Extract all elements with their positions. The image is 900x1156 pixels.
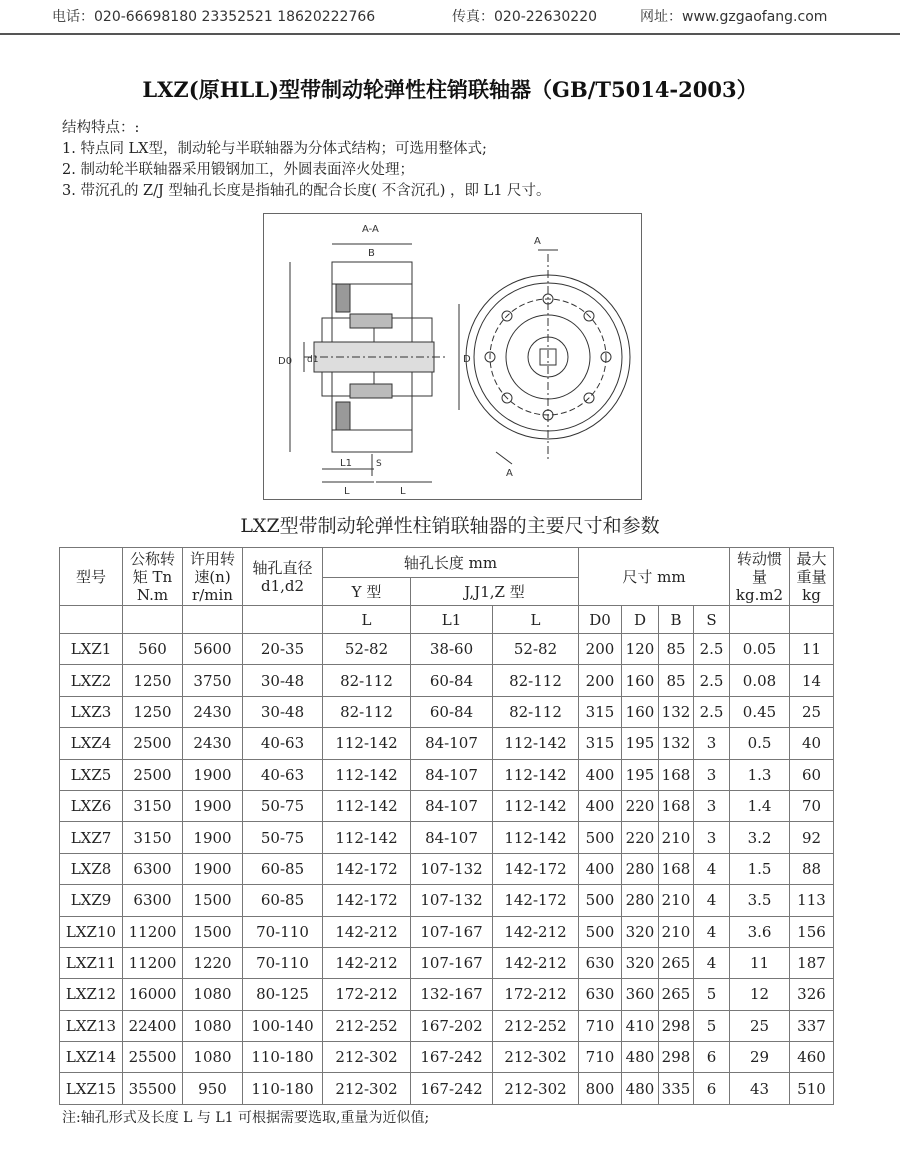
cell-model: LXZ3 [60, 696, 123, 727]
cell-l1: 107-167 [411, 947, 493, 978]
cell-d0: 200 [579, 665, 622, 696]
header-divider [0, 33, 900, 35]
cell-bore: 50-75 [243, 822, 323, 853]
cell-model: LXZ2 [60, 665, 123, 696]
cell-b: 210 [659, 916, 694, 947]
header-l-j: L [493, 606, 579, 634]
coupling-drawing-svg [264, 214, 641, 499]
cell-l-y: 82-112 [323, 665, 411, 696]
cell-torque: 22400 [123, 1010, 183, 1041]
cell-torque: 3150 [123, 790, 183, 821]
cell-bore: 30-48 [243, 665, 323, 696]
header-y-type: Y 型 [323, 578, 411, 606]
header-bore-label: 轴孔直径 [252, 558, 313, 577]
cell-weight: 70 [790, 790, 834, 821]
cell-l1: 84-107 [411, 822, 493, 853]
header-length-group: 轴孔长度 mm [323, 548, 579, 578]
header-blank-model [60, 606, 123, 634]
cell-bore: 20-35 [243, 634, 323, 665]
header-l-y: L [323, 606, 411, 634]
table-header-row-1 [60, 548, 834, 578]
cell-l-y: 142-172 [323, 853, 411, 884]
header-l1: L1 [411, 606, 493, 634]
page-title: LXZ(原HLL)型带制动轮弹性柱销联轴器（GB/T5014-2003） [142, 77, 758, 102]
cell-weight: 14 [790, 665, 834, 696]
cell-bore: 100-140 [243, 1010, 323, 1041]
header-model: 型号 [60, 548, 123, 606]
cell-l-j: 172-212 [493, 979, 579, 1010]
cell-d: 320 [622, 947, 659, 978]
cell-l-y: 82-112 [323, 696, 411, 727]
cell-model: LXZ13 [60, 1010, 123, 1041]
cell-d: 195 [622, 759, 659, 790]
cell-inertia: 3.2 [730, 822, 790, 853]
cell-weight: 25 [790, 696, 834, 727]
cell-l1: 167-242 [411, 1073, 493, 1104]
header-bore [243, 548, 323, 606]
label-l1: L1 [340, 458, 352, 469]
cell-weight: 326 [790, 979, 834, 1010]
table-title: LXZ型带制动轮弹性柱销联轴器的主要尺寸和参数 [240, 515, 660, 537]
cell-s: 4 [694, 947, 730, 978]
cell-l-j: 112-142 [493, 728, 579, 759]
cell-b: 298 [659, 1042, 694, 1073]
cell-d0: 500 [579, 885, 622, 916]
cell-l1: 167-202 [411, 1010, 493, 1041]
drum-web-bottom [336, 402, 350, 430]
header-torque-label: 公称转矩 Tn [129, 549, 175, 586]
cell-inertia: 0.5 [730, 728, 790, 759]
cell-l1: 38-60 [411, 634, 493, 665]
cell-l-j: 212-252 [493, 1010, 579, 1041]
header-weight-label: 最大重量 [796, 549, 827, 586]
cell-l-j: 142-172 [493, 853, 579, 884]
features-block [62, 118, 551, 202]
cell-inertia: 25 [730, 1010, 790, 1041]
cell-bore: 80-125 [243, 979, 323, 1010]
header-blank-speed [183, 606, 243, 634]
cell-speed: 2430 [183, 728, 243, 759]
cell-b: 265 [659, 979, 694, 1010]
cell-s: 2.5 [694, 696, 730, 727]
cell-bore: 30-48 [243, 696, 323, 727]
cell-weight: 156 [790, 916, 834, 947]
cell-d0: 400 [579, 790, 622, 821]
cell-d: 280 [622, 853, 659, 884]
cell-torque: 35500 [123, 1073, 183, 1104]
label-l: L [400, 486, 406, 497]
cell-bore: 50-75 [243, 790, 323, 821]
header-weight [790, 548, 834, 606]
cell-torque: 560 [123, 634, 183, 665]
header-blank-bore [243, 606, 323, 634]
cell-torque: 6300 [123, 885, 183, 916]
cell-inertia: 11 [730, 947, 790, 978]
cell-bore: 110-180 [243, 1073, 323, 1104]
cell-model: LXZ4 [60, 728, 123, 759]
table-row [60, 790, 834, 821]
cell-torque: 2500 [123, 759, 183, 790]
cell-s: 3 [694, 759, 730, 790]
cell-speed: 3750 [183, 665, 243, 696]
label-section: A-A [362, 224, 379, 235]
label-d1: d1 [307, 355, 319, 365]
fax-text: 传真：020-22630220 [452, 9, 598, 25]
cell-l1: 107-132 [411, 853, 493, 884]
table-row [60, 1042, 834, 1073]
cell-s: 6 [694, 1042, 730, 1073]
table-row [60, 1010, 834, 1041]
cell-model: LXZ15 [60, 1073, 123, 1104]
cell-d0: 630 [579, 979, 622, 1010]
cell-d0: 400 [579, 759, 622, 790]
table-row [60, 728, 834, 759]
cell-d: 410 [622, 1010, 659, 1041]
cell-speed: 1900 [183, 853, 243, 884]
cell-l1: 132-167 [411, 979, 493, 1010]
cell-speed: 1900 [183, 822, 243, 853]
cell-l-j: 82-112 [493, 665, 579, 696]
cell-weight: 510 [790, 1073, 834, 1104]
cell-l-j: 142-172 [493, 885, 579, 916]
label-arrow-bottom: A [506, 468, 513, 479]
cell-l-y: 52-82 [323, 634, 411, 665]
cell-bore: 40-63 [243, 728, 323, 759]
cell-l1: 107-132 [411, 885, 493, 916]
table-row [60, 947, 834, 978]
header-weight-unit: kg [802, 585, 821, 604]
table-header-row-3 [60, 606, 834, 634]
cell-torque: 11200 [123, 947, 183, 978]
phone-text: 电话：020-66698180 23352521 18620222766 [52, 9, 376, 25]
header-inertia-unit: kg.m2 [735, 585, 784, 604]
cell-l1: 60-84 [411, 696, 493, 727]
cell-weight: 187 [790, 947, 834, 978]
cell-d0: 500 [579, 916, 622, 947]
cell-l-y: 142-172 [323, 885, 411, 916]
cell-b: 335 [659, 1073, 694, 1104]
cell-bore: 60-85 [243, 853, 323, 884]
cell-model: LXZ11 [60, 947, 123, 978]
cell-d: 480 [622, 1042, 659, 1073]
header-s: S [694, 606, 730, 634]
header-blank-torque [123, 606, 183, 634]
cell-l-y: 112-142 [323, 728, 411, 759]
cell-l-j: 112-142 [493, 759, 579, 790]
cell-b: 168 [659, 759, 694, 790]
cell-inertia: 1.4 [730, 790, 790, 821]
cell-inertia: 1.3 [730, 759, 790, 790]
cell-l1: 107-167 [411, 916, 493, 947]
cell-l-y: 212-302 [323, 1073, 411, 1104]
cell-torque: 25500 [123, 1042, 183, 1073]
cell-l-y: 142-212 [323, 947, 411, 978]
cell-d0: 800 [579, 1073, 622, 1104]
coupling-drawing [263, 213, 642, 500]
cell-b: 210 [659, 885, 694, 916]
cell-bore: 110-180 [243, 1042, 323, 1073]
cell-model: LXZ14 [60, 1042, 123, 1073]
website-text: 网址：www.gzgaofang.com [640, 9, 828, 25]
cell-speed: 1220 [183, 947, 243, 978]
cell-d0: 400 [579, 853, 622, 884]
header-blank-weight [790, 606, 834, 634]
cell-s: 6 [694, 1073, 730, 1104]
table-row [60, 853, 834, 884]
table-row [60, 1073, 834, 1104]
feature-item-3: 3. 带沉孔的 Z/J 型轴孔长度是指轴孔的配合长度( 不含沉孔) ，即 L1 尺寸。 [62, 183, 551, 199]
label-d0: D0 [278, 356, 293, 367]
cell-inertia: 0.05 [730, 634, 790, 665]
cell-weight: 40 [790, 728, 834, 759]
cell-speed: 1080 [183, 1010, 243, 1041]
label-s: S [376, 459, 382, 469]
cell-d: 320 [622, 916, 659, 947]
table-row [60, 885, 834, 916]
header-bore-sub: d1,d2 [260, 576, 305, 595]
header-speed [183, 548, 243, 606]
cell-s: 3 [694, 822, 730, 853]
contact-header [0, 0, 900, 32]
cell-l1: 60-84 [411, 665, 493, 696]
cell-weight: 337 [790, 1010, 834, 1041]
header-torque [123, 548, 183, 606]
cell-b: 132 [659, 696, 694, 727]
cell-inertia: 12 [730, 979, 790, 1010]
cell-d: 480 [622, 1073, 659, 1104]
cell-l-j: 112-142 [493, 790, 579, 821]
footnote: 注:轴孔形式及长度 L 与 L1 可根据需要选取,重量为近似值; [62, 1110, 430, 1126]
cell-l1: 167-242 [411, 1042, 493, 1073]
table-row [60, 822, 834, 853]
features-heading: 结构特点：: [62, 120, 140, 136]
feature-item-1: 1. 特点同 LX型，制动轮与半联轴器为分体式结构；可选用整体式; [62, 141, 487, 157]
header-torque-unit: N.m [136, 585, 169, 604]
cell-bore: 60-85 [243, 885, 323, 916]
cell-speed: 1080 [183, 979, 243, 1010]
cell-speed: 1900 [183, 790, 243, 821]
cell-weight: 88 [790, 853, 834, 884]
cell-torque: 11200 [123, 916, 183, 947]
header-blank-inertia [730, 606, 790, 634]
cell-bore: 70-110 [243, 916, 323, 947]
cell-weight: 60 [790, 759, 834, 790]
table-row [60, 916, 834, 947]
cell-torque: 16000 [123, 979, 183, 1010]
label-b: B [368, 248, 375, 259]
header-b: B [659, 606, 694, 634]
cell-l-y: 142-212 [323, 916, 411, 947]
cell-l1: 84-107 [411, 790, 493, 821]
cell-b: 298 [659, 1010, 694, 1041]
cell-s: 2.5 [694, 634, 730, 665]
cell-speed: 1900 [183, 759, 243, 790]
cell-speed: 2430 [183, 696, 243, 727]
cell-d0: 630 [579, 947, 622, 978]
cell-weight: 460 [790, 1042, 834, 1073]
cell-weight: 92 [790, 822, 834, 853]
cell-d0: 710 [579, 1042, 622, 1073]
cell-inertia: 3.5 [730, 885, 790, 916]
cell-l-j: 52-82 [493, 634, 579, 665]
cell-model: LXZ8 [60, 853, 123, 884]
cell-speed: 1500 [183, 885, 243, 916]
cell-model: LXZ7 [60, 822, 123, 853]
cell-s: 4 [694, 885, 730, 916]
header-speed-unit: r/min [192, 585, 233, 604]
cell-l-j: 112-142 [493, 822, 579, 853]
cell-d0: 315 [579, 728, 622, 759]
cell-torque: 1250 [123, 696, 183, 727]
cell-s: 4 [694, 853, 730, 884]
header-jz-type: J,J1,Z 型 [411, 578, 579, 606]
cell-d: 195 [622, 728, 659, 759]
arrow-bottom-line [496, 452, 512, 464]
table-row [60, 634, 834, 665]
cell-s: 3 [694, 728, 730, 759]
cell-s: 5 [694, 979, 730, 1010]
cell-d0: 500 [579, 822, 622, 853]
cell-l-y: 212-252 [323, 1010, 411, 1041]
header-speed-label: 许用转速(n) [189, 549, 235, 586]
cell-b: 168 [659, 790, 694, 821]
cell-torque: 1250 [123, 665, 183, 696]
cell-d: 360 [622, 979, 659, 1010]
cell-l-y: 172-212 [323, 979, 411, 1010]
cell-inertia: 29 [730, 1042, 790, 1073]
cell-s: 3 [694, 790, 730, 821]
cell-speed: 5600 [183, 634, 243, 665]
cell-b: 132 [659, 728, 694, 759]
cell-l1: 84-107 [411, 728, 493, 759]
header-inertia-label: 转动惯量 [736, 549, 782, 586]
cell-s: 4 [694, 916, 730, 947]
cell-d0: 200 [579, 634, 622, 665]
cell-d: 220 [622, 790, 659, 821]
cell-speed: 950 [183, 1073, 243, 1104]
cell-model: LXZ6 [60, 790, 123, 821]
cell-b: 85 [659, 634, 694, 665]
header-d0: D0 [579, 606, 622, 634]
pin-bottom [350, 384, 392, 398]
cell-d0: 710 [579, 1010, 622, 1041]
cell-b: 168 [659, 853, 694, 884]
cell-model: LXZ9 [60, 885, 123, 916]
cell-d: 280 [622, 885, 659, 916]
header-inertia [730, 548, 790, 606]
header-d: D [622, 606, 659, 634]
label-d: D [463, 354, 471, 365]
table-row [60, 696, 834, 727]
cell-speed: 1500 [183, 916, 243, 947]
cell-l-j: 82-112 [493, 696, 579, 727]
cell-weight: 113 [790, 885, 834, 916]
cell-model: LXZ1 [60, 634, 123, 665]
cell-model: LXZ12 [60, 979, 123, 1010]
cell-bore: 70-110 [243, 947, 323, 978]
cell-torque: 6300 [123, 853, 183, 884]
cell-d: 160 [622, 696, 659, 727]
cell-s: 5 [694, 1010, 730, 1041]
label-l-left: L [344, 486, 350, 497]
cell-torque: 3150 [123, 822, 183, 853]
cell-speed: 1080 [183, 1042, 243, 1073]
cell-l1: 84-107 [411, 759, 493, 790]
cell-torque: 2500 [123, 728, 183, 759]
spec-table-body [60, 634, 834, 1105]
cell-bore: 40-63 [243, 759, 323, 790]
cell-l-y: 212-302 [323, 1042, 411, 1073]
feature-item-2: 2. 制动轮半联轴器采用锻钢加工，外圆表面淬火处理； [62, 162, 414, 178]
cell-l-y: 112-142 [323, 759, 411, 790]
cell-weight: 11 [790, 634, 834, 665]
cell-b: 265 [659, 947, 694, 978]
cell-b: 85 [659, 665, 694, 696]
cell-d: 160 [622, 665, 659, 696]
label-arrow-top: A [534, 236, 541, 247]
header-dims-group: 尺寸 mm [579, 548, 730, 606]
cell-l-y: 112-142 [323, 790, 411, 821]
cell-inertia: 3.6 [730, 916, 790, 947]
cell-model: LXZ5 [60, 759, 123, 790]
drum-web-top [336, 284, 350, 312]
cell-l-y: 112-142 [323, 822, 411, 853]
table-row [60, 759, 834, 790]
spec-table [59, 547, 834, 1105]
cell-s: 2.5 [694, 665, 730, 696]
cell-l-j: 142-212 [493, 916, 579, 947]
cell-l-j: 212-302 [493, 1042, 579, 1073]
pin-top [350, 314, 392, 328]
cell-l-j: 142-212 [493, 947, 579, 978]
cell-inertia: 0.08 [730, 665, 790, 696]
cell-l-j: 212-302 [493, 1073, 579, 1104]
cell-inertia: 43 [730, 1073, 790, 1104]
cell-inertia: 1.5 [730, 853, 790, 884]
cell-model: LXZ10 [60, 916, 123, 947]
cell-d0: 315 [579, 696, 622, 727]
table-row [60, 665, 834, 696]
cell-d: 220 [622, 822, 659, 853]
cell-d: 120 [622, 634, 659, 665]
table-row [60, 979, 834, 1010]
cell-inertia: 0.45 [730, 696, 790, 727]
end-view [466, 250, 630, 464]
cell-b: 210 [659, 822, 694, 853]
